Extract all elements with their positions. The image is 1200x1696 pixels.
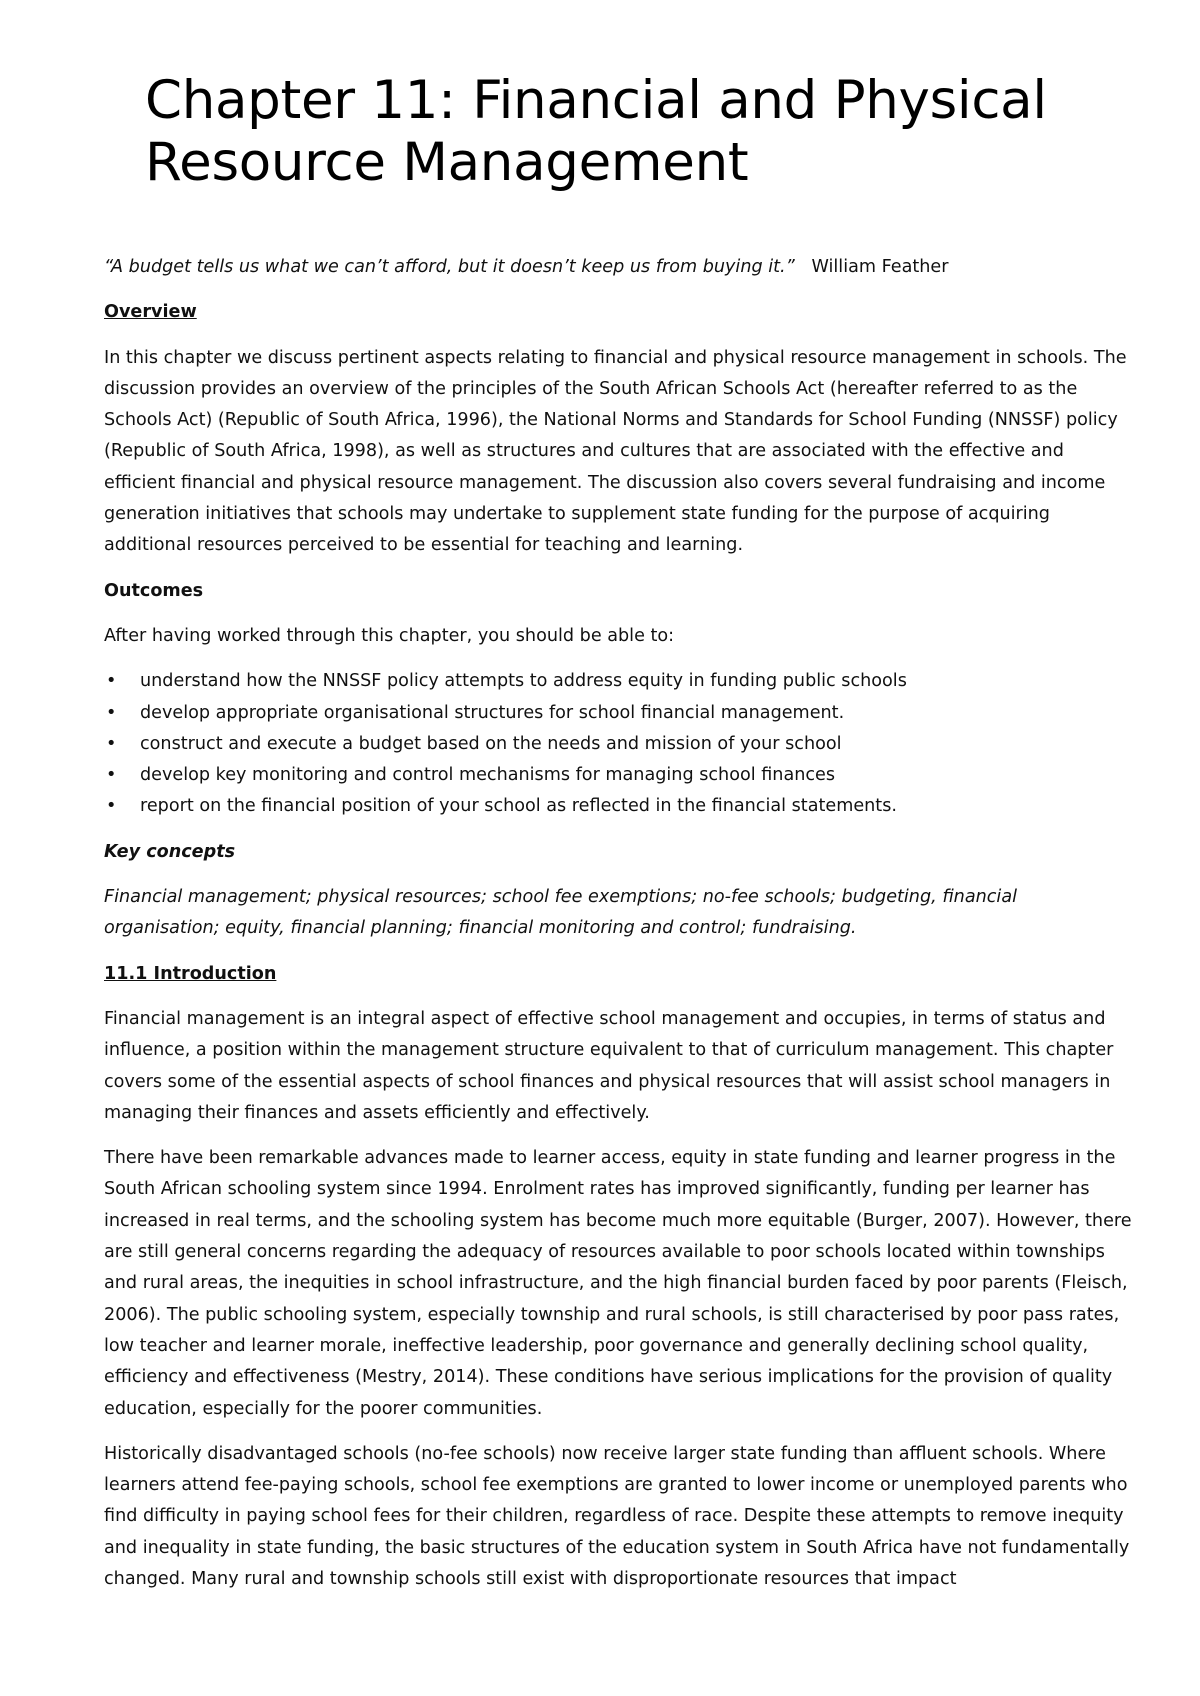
list-item — [104, 666, 1134, 697]
chapter-title-line-1: Chapter 11: Financial and Physical — [145, 70, 1047, 131]
epigraph-author: William Feather — [811, 257, 949, 277]
list-item — [104, 729, 1134, 760]
list-item-text: construct and execute a budget based on the needs and mission of your school — [140, 733, 842, 754]
epigraph — [104, 252, 1134, 283]
chapter-title — [145, 70, 1125, 194]
bullet-icon: • — [106, 796, 117, 817]
list-item — [104, 760, 1134, 791]
introduction-paragraph-1: Financial management is an integral aspect of effective school management and occupies, in terms of status and influence, a position within the management structure equivalent to that of curriculum management. This chapter covers some of the essential aspects of school finances and physical resources that will assist school managers in managing their finances and assets efficiently and effectively. — [104, 1008, 1114, 1123]
introduction-paragraph-3: Historically disadvantaged schools (no-fee schools) now receive larger state funding than affluent schools. Where learners attend fee-paying schools, school fee exemptions are granted to lower income or unemployed parents who find difficulty in paying school fees for their children, regardless of race. Despite these attempts to remove inequity and inequality in state funding, the basic structures of the education system in South Africa have not fundamentally changed. Many rural and township schools still exist with disproportionate resources that impact — [104, 1443, 1130, 1589]
list-item — [104, 698, 1134, 729]
overview-heading: Overview — [104, 302, 197, 323]
bullet-icon: • — [106, 702, 117, 723]
list-item-text: understand how the NNSSF policy attempts to address equity in funding public schools — [140, 671, 907, 692]
outcomes-heading: Outcomes — [104, 580, 204, 601]
bullet-icon: • — [106, 671, 117, 692]
list-item — [104, 791, 1134, 822]
list-item-text: develop key monitoring and control mechanisms for managing school finances — [140, 765, 836, 786]
bullet-icon: • — [106, 733, 117, 754]
outcomes-intro: After having worked through this chapter, you should be able to: — [104, 625, 675, 646]
chapter-title-line-2: Resource Management — [145, 132, 749, 193]
key-concepts-heading: Key concepts — [104, 841, 236, 862]
bullet-icon: • — [106, 765, 117, 786]
overview-paragraph: In this chapter we discuss pertinent aspects relating to financial and physical resource management in schools. The discussion provides an overview of the principles of the South African Schools Act (hereafter referred to as the Schools Act) (Republic of South Africa, 1996), the National Norms and Standards for School Funding (NNSSF) policy (Republic of South Africa, 1998), as well as structures and cultures that are associated with the effective and efficient financial and physical resource management. The discussion also covers several fundraising and income generation initiatives that schools may undertake to supplement state funding for the purpose of acquiring additional resources perceived to be essential for teaching and learning. — [104, 347, 1127, 556]
introduction-paragraph-2: There have been remarkable advances made to learner access, equity in state funding and learner progress in the South African schooling system since 1994. Enrolment rates has improved significantly, funding per learner has increased in real terms, and the schooling system has become much more equitable (Burger, 2007). However, there are still general concerns regarding the adequacy of resources available to poor schools located within townships and rural areas, the inequities in school infrastructure, and the high financial burden faced by poor parents (Fleisch, 2006). The public schooling system, especially township and rural schools, is still characterised by poor pass rates, low teacher and learner morale, ineffective leadership, poor governance and generally declining school quality, efficiency and effectiveness (Mestry, 2014). These conditions have serious implications for the provision of quality education, especially for the poorer communities. — [104, 1148, 1132, 1419]
list-item-text: develop appropriate organisational structures for school financial management. — [140, 702, 845, 723]
document-body — [104, 252, 1134, 1609]
key-concepts-text: Financial management; physical resources; school fee exemptions; no-fee schools; budgeting, financial organisation; equity, financial planning; financial monitoring and control; fundraising. — [104, 887, 1017, 939]
epigraph-quote: “A budget tells us what we can’t afford, but it doesn’t keep us from buying it.” — [104, 257, 795, 277]
list-item-text: report on the financial position of your school as reflected in the financial statements. — [140, 796, 897, 817]
outcomes-list — [104, 666, 1134, 822]
introduction-heading: 11.1 Introduction — [104, 963, 277, 984]
